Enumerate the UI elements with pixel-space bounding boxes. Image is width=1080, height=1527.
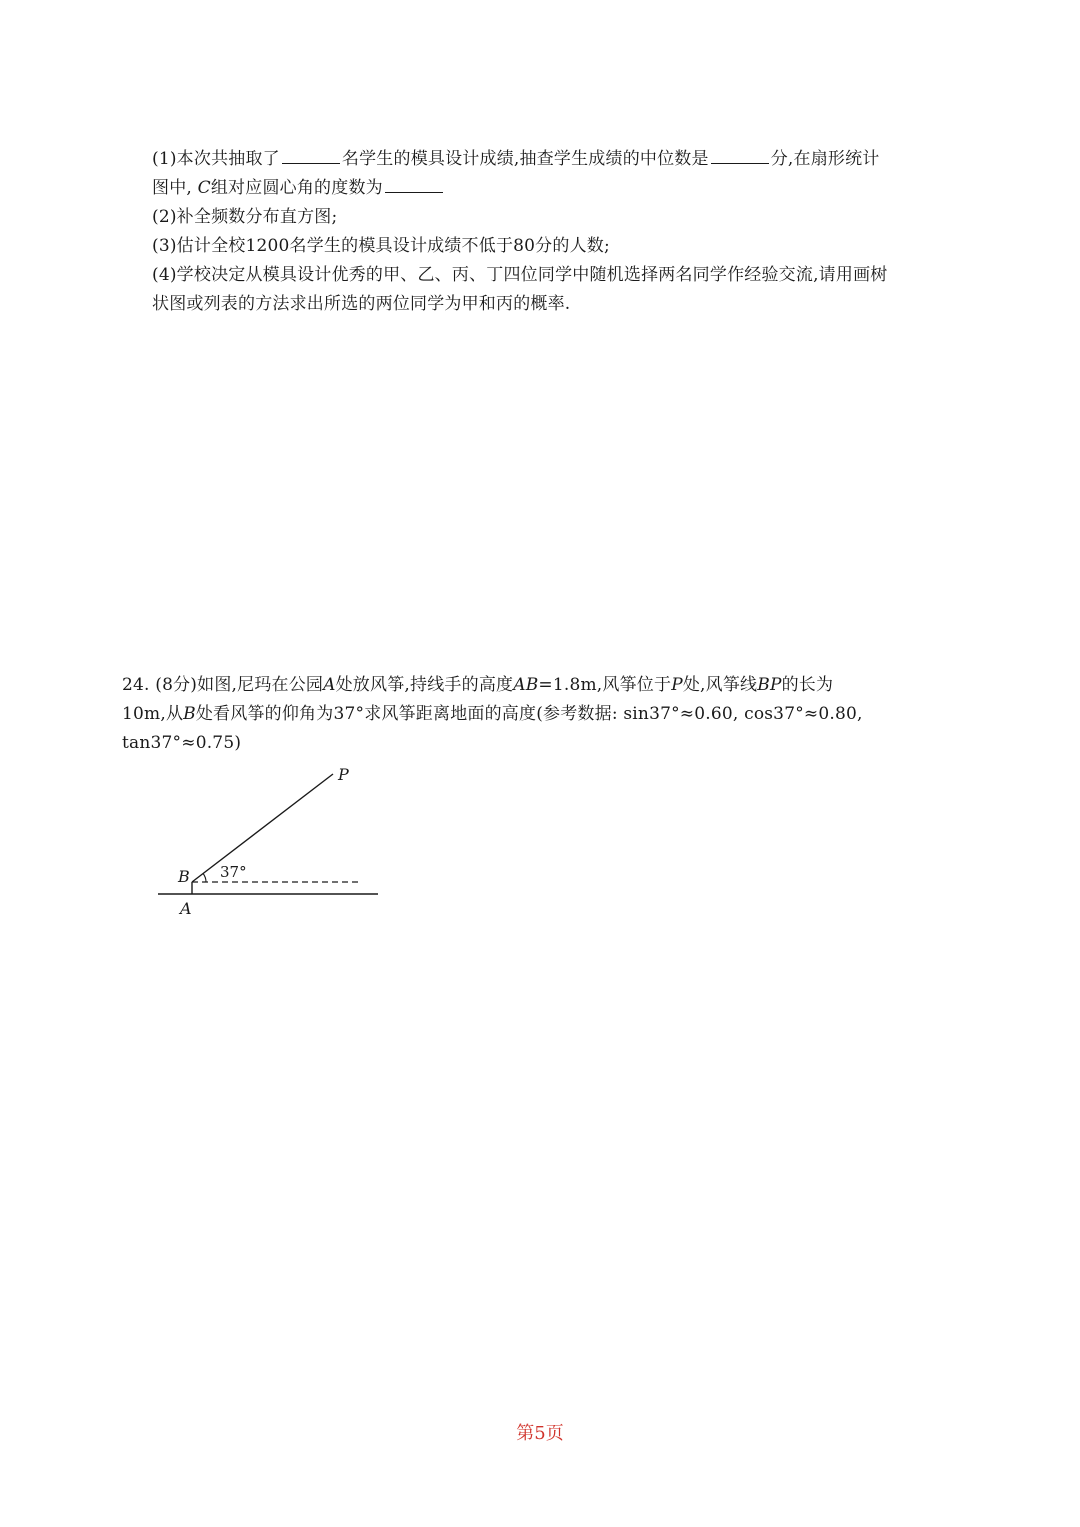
q23-part2: (2)补全频数分布直方图; [152,207,338,227]
q24-line1 [122,671,863,700]
q24-segment-bp: BP [757,675,782,695]
q23-part1-text-b: 名学生的模具设计成绩,抽查学生成绩的中位数是 [341,149,709,169]
q24-point-b: B [183,704,196,724]
q24-text-i: 的长为 [781,675,834,695]
q23-part4-line1: (4)学校决定从模具设计优秀的甲、乙、丙、丁四位同学中随机选择两名同学作经验交流,请用画树 [152,265,888,285]
q23-part1-text-c: 分,在扇形统计 [770,149,880,169]
label-p: P [338,765,349,784]
q24-text-g: 处,风筝线 [682,675,758,695]
question-23-subparts [152,145,887,319]
q24-line2 [122,700,863,729]
q23-part1-line2 [152,174,887,203]
q24-text-2c: 处看风筝的仰角为37°求风筝距离地面的高度(参考数据: sin37°≈0.60, cos37°≈0.80, [195,704,863,724]
q23-part1-line1 [152,145,887,174]
answer-blank-count [282,145,340,164]
kite-diagram [150,760,390,930]
angle-label: 37° [220,863,247,881]
label-a: A [180,899,192,918]
label-b: B [178,867,190,886]
answer-blank-median [711,145,769,164]
q24-text-c: 处放风筝,持线手的高度 [335,675,514,695]
page-number: 第5页 [516,1423,564,1444]
q24-point-a: A [323,675,336,695]
q23-part1-text-f: 组对应圆心角的度数为 [210,178,383,198]
q24-text-2a: 10m,从 [122,704,184,724]
q23-group-c-label: C [197,178,211,198]
q24-segment-ab: AB [513,675,539,695]
q24-point-p: P [671,675,683,695]
q23-part3: (3)估计全校1200名学生的模具设计成绩不低于80分的人数; [152,236,610,256]
q23-part1-text-d: 图中, [152,178,193,198]
answer-blank-angle [385,174,443,193]
kite-string-bp [192,774,333,882]
angle-arc [203,874,206,883]
question-24 [122,671,863,758]
q23-part4-line2: 状图或列表的方法求出所选的两位同学为甲和丙的概率. [152,294,571,314]
q24-line3: tan37°≈0.75) [122,733,242,753]
q24-text-e: =1.8m,风筝位于 [538,675,672,695]
q23-part1-text-a: (1)本次共抽取了 [152,149,280,169]
q24-text-a: 24. (8分)如图,尼玛在公园 [122,675,324,695]
